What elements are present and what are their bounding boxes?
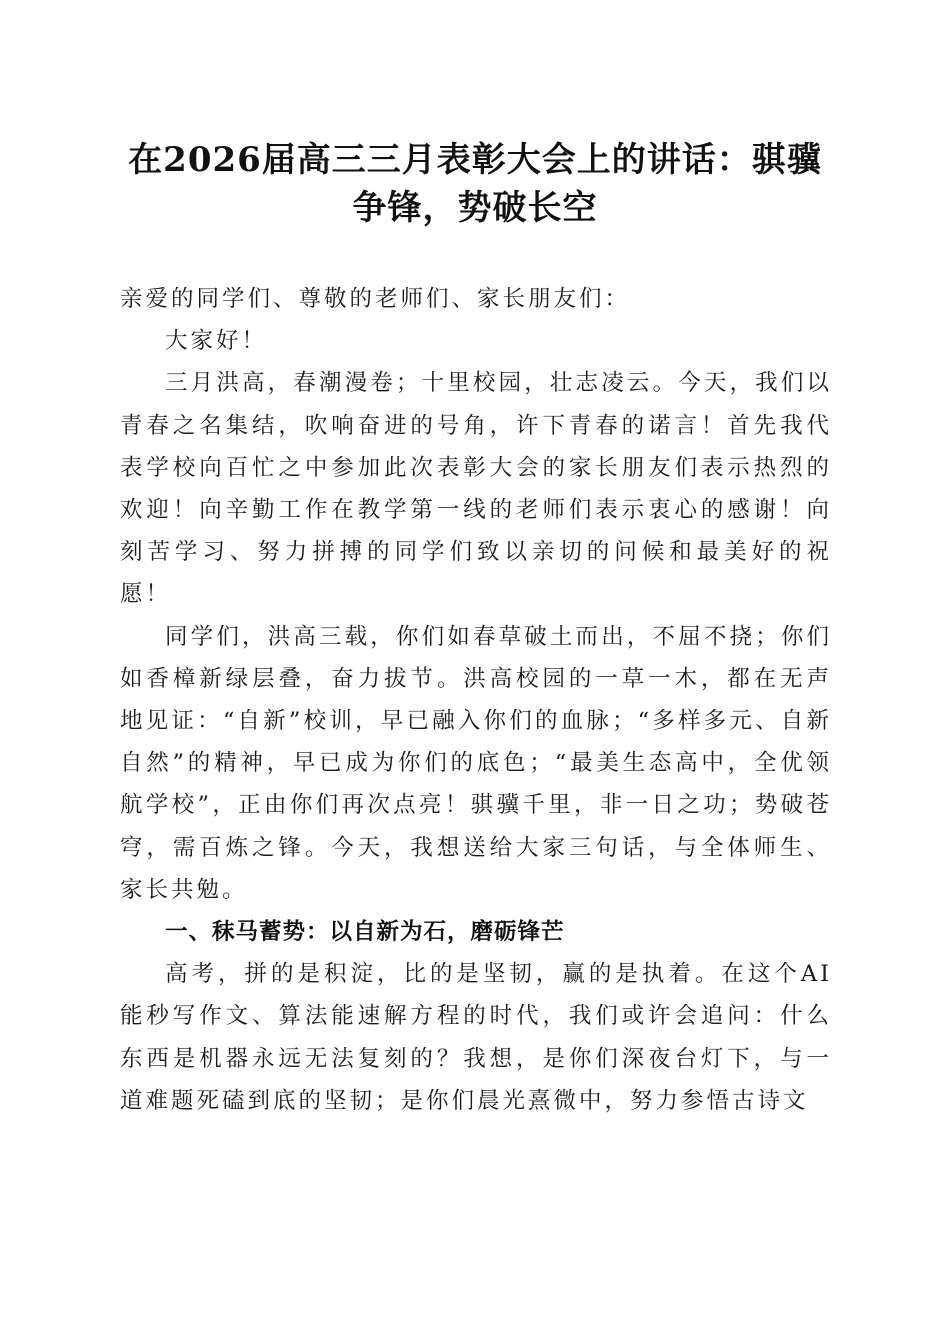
paragraph-opening: 三月洪高，春潮漫卷；十里校园，壮志凌云。今天，我们以青春之名集结，吹响奋进的号角，许下青春的诺言！首先我代表学校向百忙之中参加此次表彰大会的家长朋友们表示热烈的欢迎！向辛勤工作在教学第一线的老师们表示衷心的感谢！向刻苦学习、努力拼搏的同学们致以亲切的问候和最美好的祝愿！ bbox=[120, 370, 832, 608]
document-body bbox=[120, 278, 832, 1122]
greeting: 大家好！ bbox=[165, 328, 268, 355]
document-title: 在2026届高三三月表彰大会上的讲话：骐骥争锋，势破长空 bbox=[128, 140, 822, 228]
salutation: 亲爱的同学们、尊敬的老师们、家长朋友们： bbox=[120, 286, 631, 312]
paragraph-section-one: 高考，拼的是积淀，比的是坚韧，赢的是执着。在这个AI能秒写作文、算法能速解方程的时代，我们或许会追问：什么东西是机器永远无法复刻的？我想，是你们深夜台灯下，与一道难题死磕到底的坚韧；是你们晨光熹微中，努力参悟古诗文 bbox=[120, 961, 832, 1114]
paragraph-students: 同学们，洪高三载，你们如春草破土而出，不屈不挠；你们如香樟新绿层叠，奋力拔节。洪高校园的一草一木，都在无声地见证：“自新”校训，早已融入你们的血脉；“多样多元、自新自然”的精神，早已成为你们的底色；“最美生态高中，全优领航学校”，正由你们再次点亮！骐骥千里，非一日之功；势破苍穹，需百炼之锋。今天，我想送给大家三句话，与全体师生、家长共勉。 bbox=[120, 623, 832, 903]
section-heading: 一、秣马蓄势：以自新为石，磨砺锋芒 bbox=[165, 919, 565, 946]
